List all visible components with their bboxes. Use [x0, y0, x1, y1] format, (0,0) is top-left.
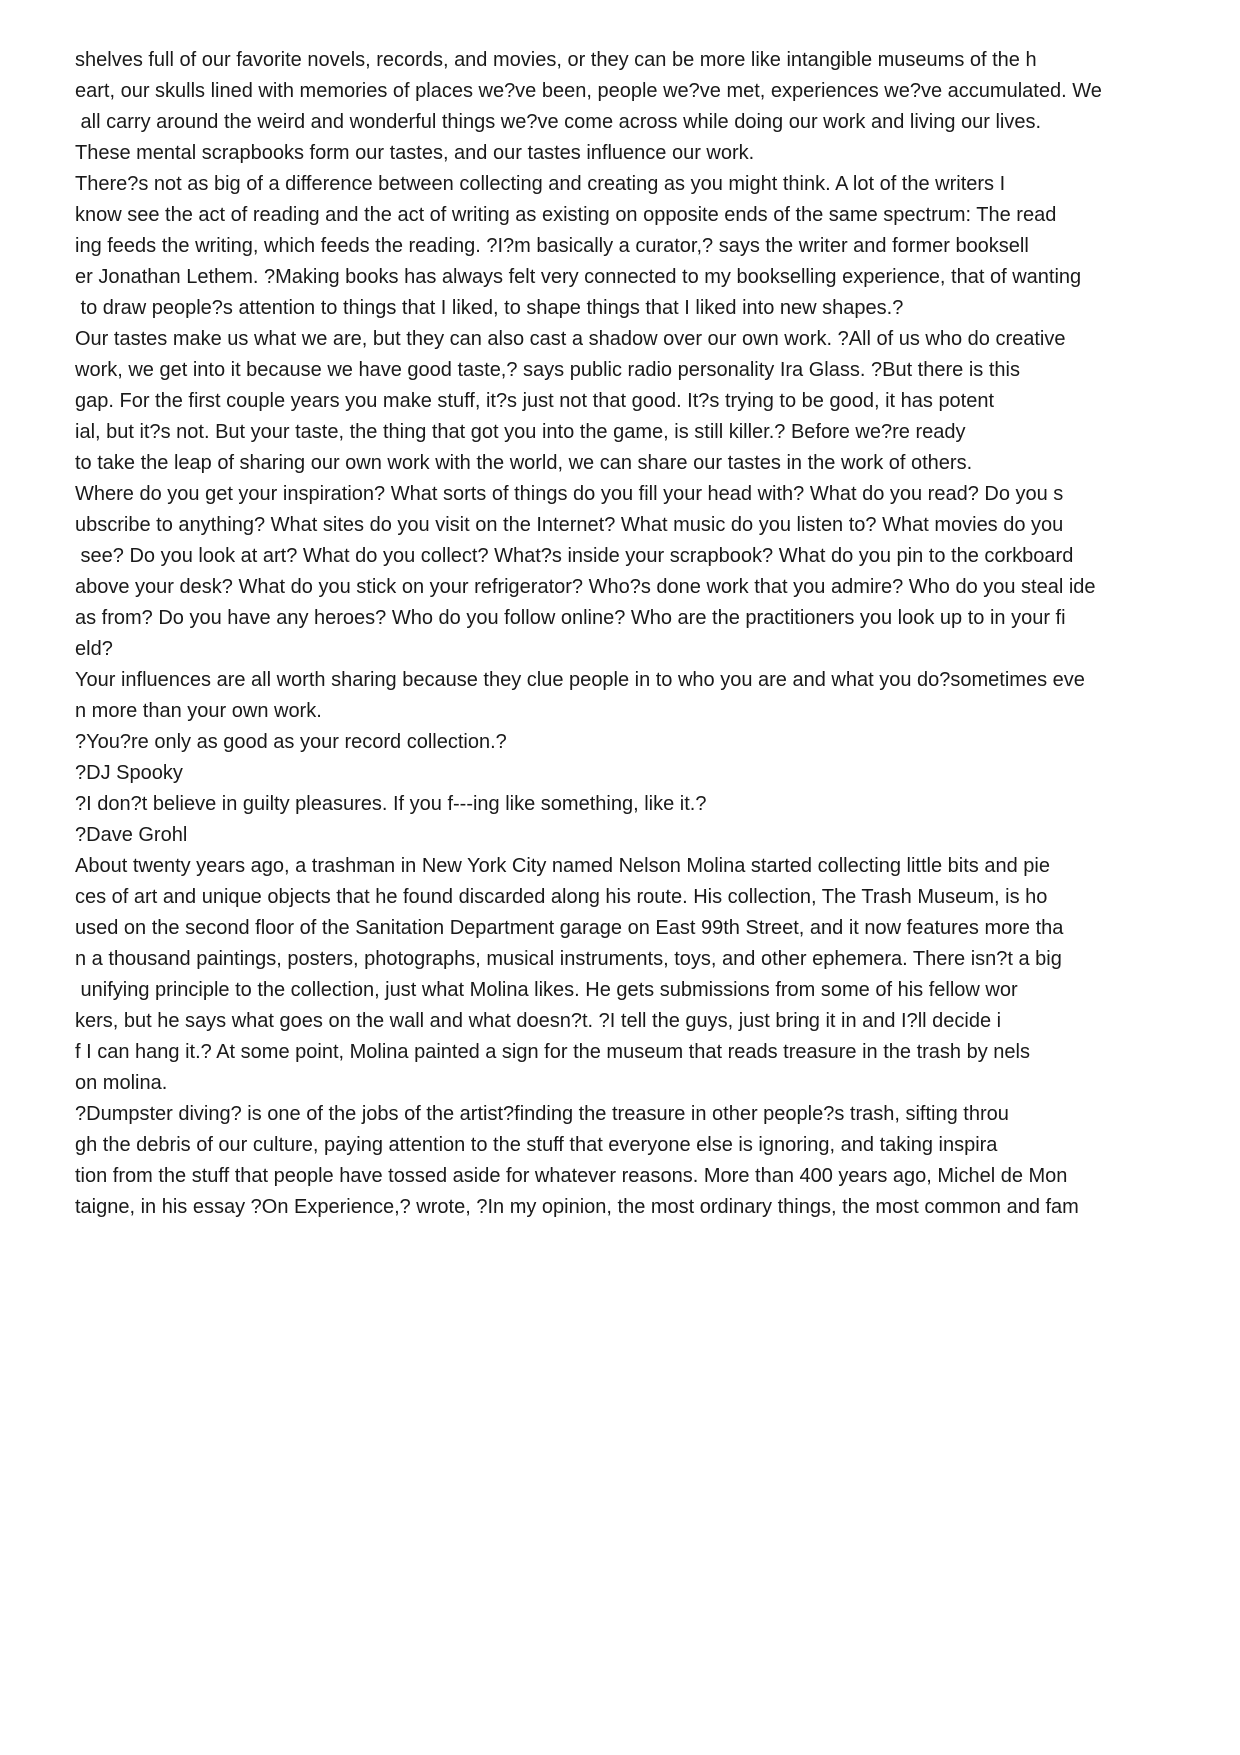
text-line: as from? Do you have any heroes? Who do you follow online? Who are the practitioners you look up to in your fi: [75, 607, 1066, 629]
text-line: to draw people?s attention to things that I liked, to shape things that I liked into new shapes.?: [75, 297, 904, 319]
text-line: taigne, in his essay ?On Experience,? wrote, ?In my opinion, the most ordinary things, the most common and fam: [75, 1196, 1079, 1218]
text-line: eld?: [75, 638, 113, 660]
text-line: n a thousand paintings, posters, photographs, musical instruments, toys, and other ephemera. There isn?t a big: [75, 948, 1062, 970]
quote-attribution: ?DJ Spooky: [75, 762, 183, 784]
text-line: tion from the stuff that people have tossed aside for whatever reasons. More than 400 years ago, Michel de Mon: [75, 1165, 1068, 1187]
body-text: [75, 45, 1195, 1223]
text-line: on molina.: [75, 1072, 168, 1094]
text-line: These mental scrapbooks form our tastes, and our tastes influence our work.: [75, 142, 755, 164]
text-line: unifying principle to the collection, just what Molina likes. He gets submissions from some of his fellow wor: [75, 979, 1018, 1001]
quote-line: ?I don?t believe in guilty pleasures. If you f---ing like something, like it.?: [75, 793, 707, 815]
text-line: all carry around the weird and wonderful things we?ve come across while doing our work and living our lives.: [75, 111, 1042, 133]
text-line: f I can hang it.? At some point, Molina painted a sign for the museum that reads treasure in the trash by nels: [75, 1041, 1030, 1063]
text-line: ces of art and unique objects that he found discarded along his route. His collection, The Trash Museum, is ho: [75, 886, 1048, 908]
text-line: Your influences are all worth sharing because they clue people in to who you are and what you do?sometimes eve: [75, 669, 1085, 691]
text-line: eart, our skulls lined with memories of places we?ve been, people we?ve met, experiences we?ve accumulated. We: [75, 80, 1102, 102]
text-line: Our tastes make us what we are, but they can also cast a shadow over our own work. ?All of us who do creative: [75, 328, 1066, 350]
text-line: er Jonathan Lethem. ?Making books has always felt very connected to my bookselling experience, that of wanting: [75, 266, 1082, 288]
text-line: work, we get into it because we have good taste,? says public radio personality Ira Glass. ?But there is this: [75, 359, 1020, 381]
text-line: used on the second floor of the Sanitation Department garage on East 99th Street, and it now features more tha: [75, 917, 1064, 939]
text-line: above your desk? What do you stick on your refrigerator? Who?s done work that you admire? Who do you steal ide: [75, 576, 1096, 598]
text-line: Where do you get your inspiration? What sorts of things do you fill your head with? What do you read? Do you s: [75, 483, 1064, 505]
text-line: see? Do you look at art? What do you collect? What?s inside your scrapbook? What do you pin to the corkboard: [75, 545, 1074, 567]
text-line: kers, but he says what goes on the wall and what doesn?t. ?I tell the guys, just bring it in and I?ll decide i: [75, 1010, 1002, 1032]
text-line: ubscribe to anything? What sites do you visit on the Internet? What music do you listen to? What movies do you: [75, 514, 1064, 536]
text-line: know see the act of reading and the act of writing as existing on opposite ends of the same spectrum: The read: [75, 204, 1057, 226]
text-line: There?s not as big of a difference between collecting and creating as you might think. A lot of the writers I: [75, 173, 1006, 195]
quote-line: ?You?re only as good as your record collection.?: [75, 731, 507, 753]
text-line: gap. For the first couple years you make stuff, it?s just not that good. It?s trying to be good, it has potent: [75, 390, 995, 412]
text-line: ial, but it?s not. But your taste, the thing that got you into the game, is still killer.? Before we?re ready: [75, 421, 966, 443]
quote-attribution: ?Dave Grohl: [75, 824, 188, 846]
text-line: ?Dumpster diving? is one of the jobs of the artist?finding the treasure in other people?s trash, sifting throu: [75, 1103, 1009, 1125]
text-line: ing feeds the writing, which feeds the reading. ?I?m basically a curator,? says the writer and former booksell: [75, 235, 1029, 257]
text-line: n more than your own work.: [75, 700, 322, 722]
text-line: gh the debris of our culture, paying attention to the stuff that everyone else is ignoring, and taking inspira: [75, 1134, 998, 1156]
text-line: About twenty years ago, a trashman in New York City named Nelson Molina started collecting little bits and pie: [75, 855, 1050, 877]
text-line: to take the leap of sharing our own work with the world, we can share our tastes in the work of others.: [75, 452, 973, 474]
text-line: shelves full of our favorite novels, records, and movies, or they can be more like intangible museums of the h: [75, 49, 1037, 71]
